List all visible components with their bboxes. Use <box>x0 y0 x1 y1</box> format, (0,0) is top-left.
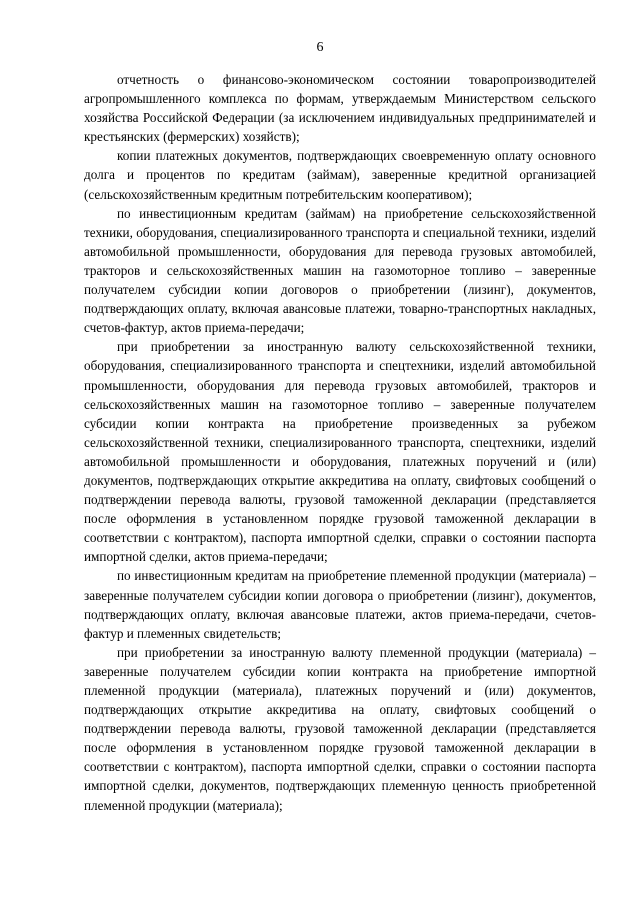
paragraph-2: копии платежных документов, подтверждающих своевременную оплату основного долга и процентов по кредитам (займам), заверенные кредитной организацией (сельскохозяйственным кредитным потребительским кооперативом); <box>84 148 596 202</box>
paragraph-5: по инвестиционным кредитам на приобретение племенной продукции (материала) – заверенные получателем субсидии копии договора о приобретении (лизинг), документов, подтверждающих оплату, включая авансовые платежи, актов приема-передачи, счетов-фактур и племенных свидетельств; <box>84 568 596 641</box>
paragraph-4: при приобретении за иностранную валюту сельскохозяйственной техники, оборудования, специализированного транспорта и спецтехники, изделий автомобильной промышленности, оборудования для перевода грузовых автомобилей, тракторов и сельскохозяйственных машин на газомоторное топливо – заверенные получателем субсидии копии контракта на приобретение произведенных за рубежом сельскохозяйственной техники, специализированного транспорта, спецтехники, изделий автомобильной промышленности и оборудования, платежных поручений и (или) документов, подтверждающих открытие аккредитива на оплату, свифтовых сообщений о подтверждении перевода валюты, грузовой таможенной декларации (представляется после оформления в установленном порядке грузовой таможенной декларации в соответствии с контрактом), паспорта импортной сделки, справки о состоянии паспорта импортной сделки, актов приема-передачи; <box>84 339 596 565</box>
paragraph-6: при приобретении за иностранную валюту племенной продукции (материала) – заверенные получателем субсидии копии контракта на приобретение импортной племенной продукции (материала), платежных поручений и (или) документов, подтверждающих открытие аккредитива на оплату, свифтовых сообщений о подтверждении перевода валюты, грузовой таможенной декларации (представляется после оформления в установленном порядке грузовой таможенной декларации в соответствии с контрактом), паспорта импортной сделки, справки о состоянии паспорта импортной сделки, документов, подтверждающих племенную ценность приобретенной племенной продукции (материала); <box>84 644 596 813</box>
paragraph-3: по инвестиционным кредитам (займам) на приобретение сельскохозяйственной техники, оборудования, специализированного транспорта и специальной техники, изделий автомобильной промышленности, оборудования для перевода грузовых автомобилей, тракторов и сельскохозяйственных машин на газомоторное топливо – заверенные получателем субсидии копии договоров о приобретении (лизинг), документов, подтверждающих оплату, включая авансовые платежи, товарно-транспортных накладных, счетов-фактур, актов приема-передачи; <box>84 205 596 336</box>
page-number: 6 <box>316 40 324 55</box>
paragraph-1: отчетность о финансово-экономическом состоянии товаропроизводителей агропромышленного комплекса по формам, утверждаемым Министерством сельского хозяйства Российской Федерации (за исключением индивидуальных предпринимателей и крестьянских (фермерских) хозяйств); <box>84 72 596 145</box>
document-body <box>84 70 596 815</box>
